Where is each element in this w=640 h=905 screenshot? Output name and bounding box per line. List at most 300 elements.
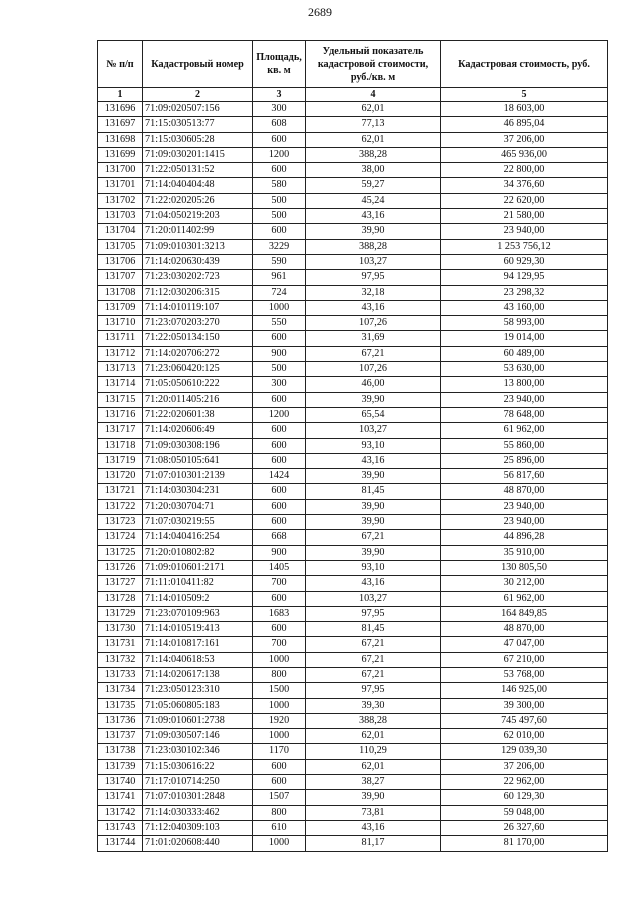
- cadastral-number-cell: 71:23:030202:723: [143, 270, 253, 285]
- row-number-cell: 131737: [98, 729, 143, 744]
- area-cell: 600: [253, 453, 306, 468]
- cadastral-number-cell: 71:04:050219:203: [143, 209, 253, 224]
- unit-value-cell: 45,24: [306, 193, 441, 208]
- row-number-cell: 131723: [98, 515, 143, 530]
- area-cell: 600: [253, 331, 306, 346]
- area-cell: 961: [253, 270, 306, 285]
- row-number-cell: 131708: [98, 285, 143, 300]
- area-cell: 600: [253, 775, 306, 790]
- cadastral-value-cell: 34 376,60: [441, 178, 608, 193]
- table-row: [98, 606, 608, 621]
- unit-value-cell: 65,54: [306, 407, 441, 422]
- table-row: [98, 591, 608, 606]
- cadastral-value-table: [97, 40, 608, 852]
- area-cell: 600: [253, 392, 306, 407]
- area-cell: 800: [253, 805, 306, 820]
- cadastral-number-cell: 71:09:030201:1415: [143, 147, 253, 162]
- unit-value-cell: 67,21: [306, 637, 441, 652]
- area-cell: 600: [253, 499, 306, 514]
- table-row: [98, 560, 608, 575]
- cadastral-value-cell: 53 630,00: [441, 362, 608, 377]
- row-number-cell: 131713: [98, 362, 143, 377]
- unit-value-cell: 38,27: [306, 775, 441, 790]
- cadastral-value-cell: 146 925,00: [441, 683, 608, 698]
- table-row: [98, 224, 608, 239]
- cadastral-value-cell: 78 648,00: [441, 407, 608, 422]
- cadastral-value-cell: 48 870,00: [441, 622, 608, 637]
- cadastral-number-cell: 71:09:030308:196: [143, 438, 253, 453]
- area-cell: 1405: [253, 560, 306, 575]
- area-cell: 1000: [253, 729, 306, 744]
- unit-value-cell: 81,17: [306, 836, 441, 851]
- row-number-cell: 131717: [98, 423, 143, 438]
- unit-value-cell: 81,45: [306, 484, 441, 499]
- cadastral-number-cell: 71:20:011402:99: [143, 224, 253, 239]
- table-row: [98, 622, 608, 637]
- cadastral-value-cell: 130 805,50: [441, 560, 608, 575]
- area-cell: 900: [253, 346, 306, 361]
- row-number-cell: 131707: [98, 270, 143, 285]
- unit-value-cell: 39,90: [306, 224, 441, 239]
- table-row: [98, 805, 608, 820]
- area-cell: 600: [253, 438, 306, 453]
- area-cell: 800: [253, 667, 306, 682]
- row-number-cell: 131714: [98, 377, 143, 392]
- cadastral-value-cell: 46 895,04: [441, 117, 608, 132]
- column-number-row: [98, 88, 608, 102]
- cadastral-value-cell: 60 929,30: [441, 254, 608, 269]
- table-row: [98, 316, 608, 331]
- table-body: [98, 102, 608, 852]
- row-number-cell: 131729: [98, 606, 143, 621]
- column-number: 2: [143, 88, 253, 102]
- cadastral-number-cell: 71:07:030219:55: [143, 515, 253, 530]
- area-cell: 1507: [253, 790, 306, 805]
- table-row: [98, 270, 608, 285]
- row-number-cell: 131709: [98, 300, 143, 315]
- cadastral-value-cell: 61 962,00: [441, 591, 608, 606]
- cadastral-value-cell: 35 910,00: [441, 545, 608, 560]
- unit-value-cell: 39,90: [306, 392, 441, 407]
- unit-value-cell: 39,90: [306, 499, 441, 514]
- unit-value-cell: 97,95: [306, 606, 441, 621]
- cadastral-number-cell: 71:01:020608:440: [143, 836, 253, 851]
- cadastral-number-cell: 71:14:040618:53: [143, 652, 253, 667]
- cadastral-number-cell: 71:05:060805:183: [143, 698, 253, 713]
- table-row: [98, 530, 608, 545]
- unit-value-cell: 59,27: [306, 178, 441, 193]
- area-cell: 1170: [253, 744, 306, 759]
- area-cell: 600: [253, 484, 306, 499]
- row-number-cell: 131700: [98, 163, 143, 178]
- table-row: [98, 331, 608, 346]
- header-cadastral-value: Кадастровая стоимость, руб.: [441, 41, 608, 88]
- table-row: [98, 193, 608, 208]
- area-cell: 1000: [253, 300, 306, 315]
- cadastral-value-cell: 23 940,00: [441, 224, 608, 239]
- row-number-cell: 131703: [98, 209, 143, 224]
- row-number-cell: 131706: [98, 254, 143, 269]
- unit-value-cell: 81,45: [306, 622, 441, 637]
- cadastral-value-cell: 48 870,00: [441, 484, 608, 499]
- cadastral-value-cell: 129 039,30: [441, 744, 608, 759]
- cadastral-value-cell: 23 940,00: [441, 499, 608, 514]
- table-row: [98, 407, 608, 422]
- cadastral-number-cell: 71:14:030333:462: [143, 805, 253, 820]
- row-number-cell: 131728: [98, 591, 143, 606]
- cadastral-number-cell: 71:07:010301:2848: [143, 790, 253, 805]
- header-cadastral-number: Кадастровый номер: [143, 41, 253, 88]
- table-row: [98, 423, 608, 438]
- cadastral-number-cell: 71:14:040416:254: [143, 530, 253, 545]
- table-row: [98, 499, 608, 514]
- area-cell: 600: [253, 759, 306, 774]
- cadastral-value-cell: 67 210,00: [441, 652, 608, 667]
- row-number-cell: 131730: [98, 622, 143, 637]
- unit-value-cell: 39,90: [306, 469, 441, 484]
- unit-value-cell: 103,27: [306, 254, 441, 269]
- row-number-cell: 131697: [98, 117, 143, 132]
- unit-value-cell: 77,13: [306, 117, 441, 132]
- table-row: [98, 836, 608, 851]
- unit-value-cell: 67,21: [306, 530, 441, 545]
- table-row: [98, 790, 608, 805]
- area-cell: 600: [253, 622, 306, 637]
- cadastral-value-cell: 23 298,32: [441, 285, 608, 300]
- cadastral-value-cell: 39 300,00: [441, 698, 608, 713]
- header-row-number: № п/п: [98, 41, 143, 88]
- row-number-cell: 131715: [98, 392, 143, 407]
- table-row: [98, 637, 608, 652]
- cadastral-number-cell: 71:07:010301:2139: [143, 469, 253, 484]
- cadastral-number-cell: 71:22:050134:150: [143, 331, 253, 346]
- area-cell: 610: [253, 820, 306, 835]
- area-cell: 1200: [253, 407, 306, 422]
- cadastral-number-cell: 71:23:070109:963: [143, 606, 253, 621]
- row-number-cell: 131705: [98, 239, 143, 254]
- table-row: [98, 545, 608, 560]
- cadastral-number-cell: 71:22:020601:38: [143, 407, 253, 422]
- area-cell: 300: [253, 377, 306, 392]
- table-row: [98, 698, 608, 713]
- unit-value-cell: 93,10: [306, 438, 441, 453]
- area-cell: 1683: [253, 606, 306, 621]
- cadastral-value-cell: 58 993,00: [441, 316, 608, 331]
- unit-value-cell: 31,69: [306, 331, 441, 346]
- unit-value-cell: 107,26: [306, 362, 441, 377]
- cadastral-number-cell: 71:22:020205:26: [143, 193, 253, 208]
- area-cell: 500: [253, 193, 306, 208]
- cadastral-value-cell: 25 896,00: [441, 453, 608, 468]
- cadastral-value-cell: 62 010,00: [441, 729, 608, 744]
- cadastral-number-cell: 71:11:010411:82: [143, 576, 253, 591]
- cadastral-value-cell: 43 160,00: [441, 300, 608, 315]
- row-number-cell: 131720: [98, 469, 143, 484]
- cadastral-value-cell: 37 206,00: [441, 132, 608, 147]
- table-row: [98, 362, 608, 377]
- unit-value-cell: 103,27: [306, 591, 441, 606]
- area-cell: 668: [253, 530, 306, 545]
- cadastral-number-cell: 71:17:010714:250: [143, 775, 253, 790]
- cadastral-value-cell: 44 896,28: [441, 530, 608, 545]
- cadastral-value-cell: 61 962,00: [441, 423, 608, 438]
- unit-value-cell: 62,01: [306, 132, 441, 147]
- unit-value-cell: 93,10: [306, 560, 441, 575]
- table-row: [98, 163, 608, 178]
- area-cell: 1000: [253, 652, 306, 667]
- table-row: [98, 775, 608, 790]
- row-number-cell: 131698: [98, 132, 143, 147]
- unit-value-cell: 73,81: [306, 805, 441, 820]
- column-number: 3: [253, 88, 306, 102]
- row-number-cell: 131736: [98, 713, 143, 728]
- area-cell: 1200: [253, 147, 306, 162]
- row-number-cell: 131704: [98, 224, 143, 239]
- area-cell: 1424: [253, 469, 306, 484]
- cadastral-number-cell: 71:20:010802:82: [143, 545, 253, 560]
- cadastral-number-cell: 71:20:011405:216: [143, 392, 253, 407]
- cadastral-number-cell: 71:22:050131:52: [143, 163, 253, 178]
- unit-value-cell: 39,30: [306, 698, 441, 713]
- unit-value-cell: 103,27: [306, 423, 441, 438]
- area-cell: 550: [253, 316, 306, 331]
- cadastral-number-cell: 71:14:040404:48: [143, 178, 253, 193]
- row-number-cell: 131696: [98, 102, 143, 117]
- area-cell: 700: [253, 637, 306, 652]
- unit-value-cell: 62,01: [306, 729, 441, 744]
- area-cell: 300: [253, 102, 306, 117]
- column-number: 1: [98, 88, 143, 102]
- table-header-row: [98, 41, 608, 88]
- table-row: [98, 820, 608, 835]
- row-number-cell: 131718: [98, 438, 143, 453]
- area-cell: 500: [253, 362, 306, 377]
- area-cell: 900: [253, 545, 306, 560]
- table-row: [98, 484, 608, 499]
- cadastral-number-cell: 71:23:060420:125: [143, 362, 253, 377]
- cadastral-value-cell: 53 768,00: [441, 667, 608, 682]
- row-number-cell: 131724: [98, 530, 143, 545]
- cadastral-number-cell: 71:20:030704:71: [143, 499, 253, 514]
- table-row: [98, 300, 608, 315]
- cadastral-number-cell: 71:09:030507:146: [143, 729, 253, 744]
- table-row: [98, 209, 608, 224]
- area-cell: 1000: [253, 836, 306, 851]
- cadastral-value-cell: 1 253 756,12: [441, 239, 608, 254]
- cadastral-number-cell: 71:14:020617:138: [143, 667, 253, 682]
- cadastral-number-cell: 71:23:070203:270: [143, 316, 253, 331]
- cadastral-number-cell: 71:15:030513:77: [143, 117, 253, 132]
- unit-value-cell: 32,18: [306, 285, 441, 300]
- row-number-cell: 131734: [98, 683, 143, 698]
- area-cell: 724: [253, 285, 306, 300]
- unit-value-cell: 46,00: [306, 377, 441, 392]
- unit-value-cell: 62,01: [306, 759, 441, 774]
- unit-value-cell: 43,16: [306, 300, 441, 315]
- cadastral-value-cell: 37 206,00: [441, 759, 608, 774]
- table-row: [98, 239, 608, 254]
- area-cell: 600: [253, 163, 306, 178]
- table-row: [98, 285, 608, 300]
- table-row: [98, 453, 608, 468]
- row-number-cell: 131740: [98, 775, 143, 790]
- cadastral-number-cell: 71:09:020507:156: [143, 102, 253, 117]
- row-number-cell: 131738: [98, 744, 143, 759]
- area-cell: 600: [253, 515, 306, 530]
- cadastral-value-cell: 81 170,00: [441, 836, 608, 851]
- cadastral-value-cell: 94 129,95: [441, 270, 608, 285]
- cadastral-number-cell: 71:08:050105:641: [143, 453, 253, 468]
- table-row: [98, 469, 608, 484]
- unit-value-cell: 43,16: [306, 820, 441, 835]
- unit-value-cell: 39,90: [306, 515, 441, 530]
- cadastral-number-cell: 71:14:020630:439: [143, 254, 253, 269]
- column-number: 4: [306, 88, 441, 102]
- area-cell: 1500: [253, 683, 306, 698]
- cadastral-value-cell: 18 603,00: [441, 102, 608, 117]
- cadastral-number-cell: 71:14:010509:2: [143, 591, 253, 606]
- cadastral-number-cell: 71:05:050610:222: [143, 377, 253, 392]
- row-number-cell: 131712: [98, 346, 143, 361]
- area-cell: 600: [253, 591, 306, 606]
- row-number-cell: 131702: [98, 193, 143, 208]
- unit-value-cell: 388,28: [306, 147, 441, 162]
- row-number-cell: 131710: [98, 316, 143, 331]
- area-cell: 608: [253, 117, 306, 132]
- unit-value-cell: 62,01: [306, 102, 441, 117]
- cadastral-value-cell: 55 860,00: [441, 438, 608, 453]
- cadastral-number-cell: 71:23:030102:346: [143, 744, 253, 759]
- cadastral-number-cell: 71:15:030616:22: [143, 759, 253, 774]
- unit-value-cell: 107,26: [306, 316, 441, 331]
- area-cell: 700: [253, 576, 306, 591]
- unit-value-cell: 97,95: [306, 683, 441, 698]
- area-cell: 600: [253, 224, 306, 239]
- cadastral-value-cell: 60 489,00: [441, 346, 608, 361]
- table-row: [98, 117, 608, 132]
- table-row: [98, 667, 608, 682]
- row-number-cell: 131744: [98, 836, 143, 851]
- cadastral-value-cell: 23 940,00: [441, 515, 608, 530]
- cadastral-value-cell: 465 936,00: [441, 147, 608, 162]
- table-row: [98, 515, 608, 530]
- header-area: Площадь, кв. м: [253, 41, 306, 88]
- unit-value-cell: 38,00: [306, 163, 441, 178]
- table-row: [98, 377, 608, 392]
- unit-value-cell: 39,90: [306, 790, 441, 805]
- table-row: [98, 729, 608, 744]
- unit-value-cell: 110,29: [306, 744, 441, 759]
- cadastral-number-cell: 71:14:010519:413: [143, 622, 253, 637]
- unit-value-cell: 43,16: [306, 576, 441, 591]
- cadastral-number-cell: 71:09:010301:3213: [143, 239, 253, 254]
- cadastral-value-cell: 22 800,00: [441, 163, 608, 178]
- row-number-cell: 131731: [98, 637, 143, 652]
- row-number-cell: 131726: [98, 560, 143, 575]
- area-cell: 600: [253, 423, 306, 438]
- row-number-cell: 131722: [98, 499, 143, 514]
- cadastral-value-cell: 56 817,60: [441, 469, 608, 484]
- cadastral-value-cell: 26 327,60: [441, 820, 608, 835]
- cadastral-number-cell: 71:12:040309:103: [143, 820, 253, 835]
- row-number-cell: 131732: [98, 652, 143, 667]
- header-unit-value: Удельный показатель кадастровой стоимости, руб./кв. м: [306, 41, 441, 88]
- cadastral-number-cell: 71:09:010601:2171: [143, 560, 253, 575]
- cadastral-number-cell: 71:12:030206:315: [143, 285, 253, 300]
- area-cell: 500: [253, 209, 306, 224]
- unit-value-cell: 67,21: [306, 652, 441, 667]
- table-row: [98, 178, 608, 193]
- cadastral-number-cell: 71:14:020606:49: [143, 423, 253, 438]
- row-number-cell: 131721: [98, 484, 143, 499]
- cadastral-value-cell: 47 047,00: [441, 637, 608, 652]
- row-number-cell: 131743: [98, 820, 143, 835]
- cadastral-number-cell: 71:15:030605:28: [143, 132, 253, 147]
- row-number-cell: 131711: [98, 331, 143, 346]
- table-row: [98, 744, 608, 759]
- area-cell: 3229: [253, 239, 306, 254]
- cadastral-value-cell: 60 129,30: [441, 790, 608, 805]
- unit-value-cell: 67,21: [306, 667, 441, 682]
- cadastral-number-cell: 71:14:010817:161: [143, 637, 253, 652]
- cadastral-value-cell: 23 940,00: [441, 392, 608, 407]
- row-number-cell: 131735: [98, 698, 143, 713]
- cadastral-value-cell: 19 014,00: [441, 331, 608, 346]
- cadastral-value-cell: 13 800,00: [441, 377, 608, 392]
- page-number: 2689: [308, 5, 332, 19]
- row-number-cell: 131742: [98, 805, 143, 820]
- area-cell: 1920: [253, 713, 306, 728]
- unit-value-cell: 97,95: [306, 270, 441, 285]
- area-cell: 1000: [253, 698, 306, 713]
- table-row: [98, 132, 608, 147]
- table-row: [98, 652, 608, 667]
- cadastral-number-cell: 71:23:050123:310: [143, 683, 253, 698]
- row-number-cell: 131701: [98, 178, 143, 193]
- cadastral-value-cell: 59 048,00: [441, 805, 608, 820]
- area-cell: 600: [253, 132, 306, 147]
- unit-value-cell: 39,90: [306, 545, 441, 560]
- table-row: [98, 346, 608, 361]
- unit-value-cell: 388,28: [306, 239, 441, 254]
- cadastral-number-cell: 71:14:010119:107: [143, 300, 253, 315]
- cadastral-value-cell: 30 212,00: [441, 576, 608, 591]
- column-number: 5: [441, 88, 608, 102]
- area-cell: 580: [253, 178, 306, 193]
- table-row: [98, 759, 608, 774]
- cadastral-value-cell: 21 580,00: [441, 209, 608, 224]
- table-row: [98, 438, 608, 453]
- area-cell: 590: [253, 254, 306, 269]
- row-number-cell: 131725: [98, 545, 143, 560]
- cadastral-number-cell: 71:14:020706:272: [143, 346, 253, 361]
- unit-value-cell: 388,28: [306, 713, 441, 728]
- table-row: [98, 713, 608, 728]
- row-number-cell: 131739: [98, 759, 143, 774]
- row-number-cell: 131741: [98, 790, 143, 805]
- table-row: [98, 254, 608, 269]
- row-number-cell: 131719: [98, 453, 143, 468]
- unit-value-cell: 43,16: [306, 453, 441, 468]
- unit-value-cell: 43,16: [306, 209, 441, 224]
- cadastral-value-cell: 745 497,60: [441, 713, 608, 728]
- table-row: [98, 576, 608, 591]
- table-row: [98, 147, 608, 162]
- table-row: [98, 683, 608, 698]
- cadastral-number-cell: 71:14:030304:231: [143, 484, 253, 499]
- table-row: [98, 102, 608, 117]
- row-number-cell: 131727: [98, 576, 143, 591]
